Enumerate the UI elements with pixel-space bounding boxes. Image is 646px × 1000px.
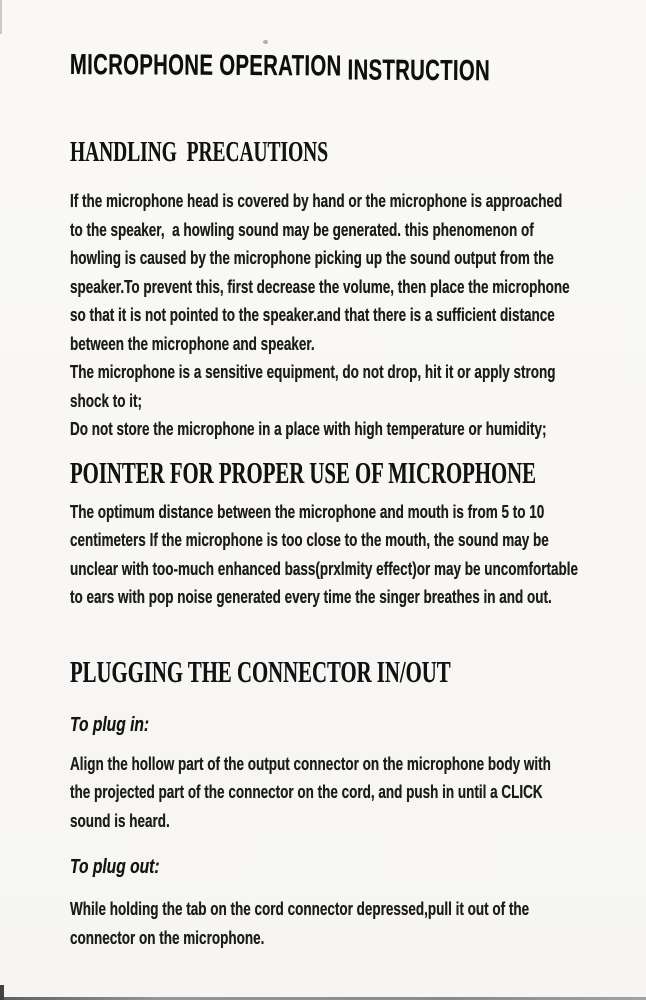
text-line: speaker.To prevent this, first decrease the volume, then place the microphone xyxy=(70,275,570,297)
scan-speck-dot xyxy=(263,40,268,44)
to-plug-out-paragraph xyxy=(70,895,606,952)
text-line: to ears with pop noise generated every time the singer breathes in and out. xyxy=(70,586,552,607)
scan-left-edge-mark xyxy=(0,0,2,34)
text-line: shock to it; xyxy=(70,389,143,411)
plugging-connector-heading: PLUGGING THE CONNECTOR IN/OUT xyxy=(70,653,451,689)
text-line: Do not store the microphone in a place with high temperature or humidity; xyxy=(70,418,547,439)
section-plugging-connector xyxy=(70,655,606,953)
handling-precautions-heading: HANDLING PRECAUTIONS xyxy=(70,136,329,168)
page-title-part-1: MICROPHONE OPERATION xyxy=(69,48,342,83)
scan-bottom-corner-mark xyxy=(0,985,4,1000)
text-line: connector on the microphone. xyxy=(70,926,265,948)
text-line: so that it is not pointed to the speaker.and that there is a sufficient distance xyxy=(70,304,555,325)
text-line: sound is heard. xyxy=(70,809,170,831)
text-line: The microphone is a sensitive equipment, do not drop, hit it or apply strong xyxy=(70,361,556,382)
page-title xyxy=(69,48,491,88)
text-line: between the microphone and speaker. xyxy=(70,332,315,354)
page-title-part-2: INSTRUCTION xyxy=(347,54,491,88)
text-line: The optimum distance between the microphone and mouth is from 5 to 10 xyxy=(70,500,545,522)
text-line: While holding the tab on the cord connector depressed,pull it out of the xyxy=(70,898,530,919)
text-line: If the microphone head is covered by hand or the microphone is approached xyxy=(70,190,563,211)
to-plug-in-label: To plug in: xyxy=(70,713,150,736)
pointer-for-proper-use-heading: POINTER FOR PROPER USE OF MICROPHONE xyxy=(70,454,536,490)
pointer-for-proper-use-paragraph xyxy=(70,498,606,612)
section-handling-precautions xyxy=(70,135,606,444)
text-line: the projected part of the connector on the cord, and push in until a CLICK xyxy=(70,781,543,802)
to-plug-in-paragraph xyxy=(70,750,606,836)
text-line: unclear with too-much enhanced bass(prxlmity effect)or may be uncomfortable xyxy=(70,557,579,579)
text-line: to the speaker, a howling sound may be generated. this phenomenon of xyxy=(70,218,534,240)
to-plug-out-label: To plug out: xyxy=(70,856,160,878)
handling-precautions-paragraph xyxy=(70,187,606,444)
section-pointer-for-proper-use xyxy=(70,456,606,612)
text-line: centimeters If the microphone is too close to the mouth, the sound may be xyxy=(70,529,549,550)
text-line: howling is caused by the microphone picking up the sound output from the xyxy=(70,247,554,268)
text-line: Align the hollow part of the output connector on the microphone body with xyxy=(70,752,551,774)
